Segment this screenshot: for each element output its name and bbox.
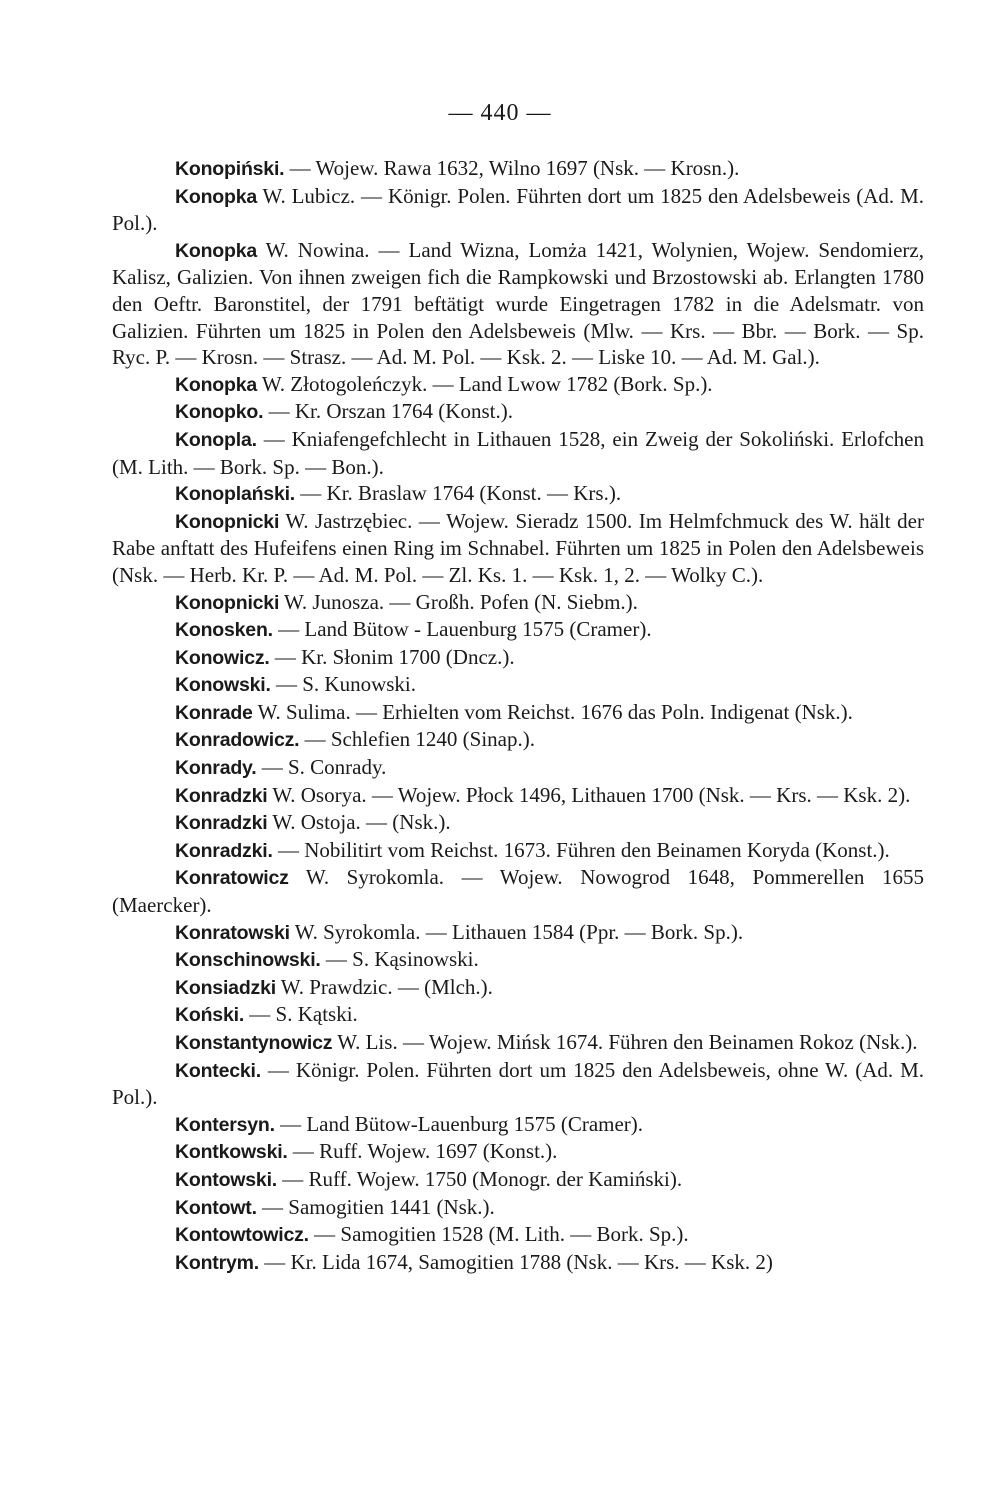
entry xyxy=(112,183,924,237)
entry-text: — Ruff. Wojew. 1750 (Monogr. der Kamiński). xyxy=(277,1166,683,1191)
entry-headword: Konradzki xyxy=(175,812,268,835)
entry-headword: Konradowicz. xyxy=(175,729,300,752)
entry-headword: Konrade xyxy=(175,701,253,724)
entry-text: — Land Bütow-Lauenburg 1575 (Cramer). xyxy=(274,1111,644,1136)
entry xyxy=(112,974,924,1002)
entry xyxy=(112,398,924,426)
entry-text: — Schlefien 1240 (Sinap.). xyxy=(299,727,535,752)
entry-text: W. Jastrzębiec. — Wojew. Sieradz 1500. Im Helmfchmuck des W. hält der Rabe anftatt des Hufeifens einen Ring im Schnabel. Führten um 1825 in Polen den Adelsbeweis (Nsk. — Herb. Kr. P. — Ad. M. Pol. — Zl. Ks. 1. — Ksk. 1, 2. — Wolky C.). xyxy=(112,508,924,587)
entry xyxy=(112,1001,924,1029)
entry-list xyxy=(112,155,924,1276)
entry-text: W. Lis. — Wojew. Mińsk 1674. Führen den Beinamen Rokoz (Nsk.). xyxy=(332,1030,918,1054)
entry-headword: Kontowtowicz. xyxy=(175,1224,309,1247)
entry-text: — Ruff. Wojew. 1697 (Konst.). xyxy=(287,1139,558,1164)
entry xyxy=(112,699,924,727)
entry-headword: Kontrym. xyxy=(175,1251,259,1274)
entry-text: — Kr. Orszan 1764 (Konst.). xyxy=(263,399,513,424)
entry-headword: Konoplański. xyxy=(175,483,296,506)
entry xyxy=(112,946,924,974)
entry-headword: Konratowski xyxy=(175,921,290,944)
entry xyxy=(112,1029,924,1057)
entry-text: — S. Kąsinowski. xyxy=(320,947,479,972)
entry-text: — S. Kunowski. xyxy=(270,672,416,697)
entry-text: — Land Bütow - Lauenburg 1575 (Cramer). xyxy=(272,617,652,642)
entry xyxy=(112,589,924,617)
entry xyxy=(112,480,924,508)
entry-headword: Kontowski. xyxy=(175,1168,278,1191)
entry xyxy=(112,1138,924,1166)
entry-text: — Kr. Słonim 1700 (Dncz.). xyxy=(269,644,515,669)
entry xyxy=(112,616,924,644)
entry-headword: Konosken. xyxy=(175,619,273,642)
entry-headword: Konrady. xyxy=(175,757,257,780)
entry xyxy=(112,919,924,947)
entry-headword: Konsiadzki xyxy=(175,976,276,999)
entry-text: — S. Conrady. xyxy=(256,755,387,780)
entry xyxy=(112,1111,924,1139)
entry-text: — S. Kątski. xyxy=(244,1002,358,1027)
entry-headword: Konowski. xyxy=(175,674,271,697)
entry-text: — Kr. Braslaw 1764 (Konst. — Krs.). xyxy=(295,481,622,506)
entry xyxy=(112,1057,924,1111)
entry xyxy=(112,237,924,371)
entry xyxy=(112,1166,924,1194)
entry-headword: Konratowicz xyxy=(175,867,289,890)
entry-text: W. Prawdzic. — (Mlch.). xyxy=(275,974,493,999)
entry-headword: Konradzki. xyxy=(175,839,273,862)
entry xyxy=(112,426,924,480)
entry-text: W. Sulima. — Erhielten vom Reichst. 1676 das Poln. Indigenat (Nsk.). xyxy=(252,699,853,724)
entry-text: — Samogitien 1441 (Nsk.). xyxy=(256,1194,495,1219)
entry-headword: Konowicz. xyxy=(175,646,270,669)
entry-text: — Nobilitirt vom Reichst. 1673. Führen den Beinamen Koryda (Konst.). xyxy=(272,837,890,862)
entry-text: — Wojew. Rawa 1632, Wilno 1697 (Nsk. — Krosn.). xyxy=(284,156,740,180)
entry-headword: Kontecki. xyxy=(175,1059,261,1082)
entry-headword: Konopka xyxy=(175,373,258,396)
entry-headword: Kontkowski. xyxy=(175,1141,288,1164)
entry xyxy=(112,726,924,754)
entry-headword: Konopiński. xyxy=(175,158,285,180)
entry-headword: Kontersyn. xyxy=(175,1113,275,1136)
entry xyxy=(112,837,924,865)
entry-text: W. Osorya. — Wojew. Płock 1496, Lithauen 1700 (Nsk. — Krs. — Ksk. 2). xyxy=(267,782,911,807)
entry-text: W. Ostoja. — (Nsk.). xyxy=(267,810,451,835)
entry-headword: Konopnicki xyxy=(175,591,280,614)
entry-headword: Konradzki xyxy=(175,784,268,807)
entry-headword: Konopko. xyxy=(175,401,264,424)
entry-headword: Kontowt. xyxy=(175,1196,257,1219)
entry xyxy=(112,1194,924,1222)
entry-headword: Konstantynowicz xyxy=(175,1032,333,1054)
entry-text: W. Syrokomla. — Lithauen 1584 (Ppr. — Bork. Sp.). xyxy=(289,919,744,944)
entry-text: — Königr. Polen. Führten dort um 1825 den Adelsbeweis, ohne W. (Ad. M. Pol.). xyxy=(112,1057,924,1110)
entry xyxy=(112,1221,924,1249)
entry-text: — Kniafengefchlecht in Lithauen 1528, ein Zweig der Sokoliński. Erlofchen (M. Lith. — Bork. Sp. — Bon.). xyxy=(112,426,924,479)
entry xyxy=(112,782,924,810)
entry-text: — Kr. Lida 1674, Samogitien 1788 (Nsk. — Krs. — Ksk. 2) xyxy=(259,1249,773,1274)
entry xyxy=(112,644,924,672)
entry-text: — Samogitien 1528 (M. Lith. — Bork. Sp.). xyxy=(308,1222,689,1247)
entry xyxy=(112,809,924,837)
entry-headword: Koński. xyxy=(175,1004,245,1027)
entry xyxy=(112,371,924,399)
entry-headword: Konschinowski. xyxy=(175,949,321,972)
entry-text: W. Nowina. — Land Wizna, Lomża 1421, Wolynien, Wojew. Sendomierz, Kalisz, Galizien. Von ihnen zweigen fich die Rampkowski und Brzostowski ab. Erlangten 1780 den Oeftr. Baronstitel, der 1791 beftätigt wurde Eingetragen 1782 in die Adelsmatr. von Galizien. Führten um 1825 in Polen den Adelsbeweis (Mlw. — Krs. — Bbr. — Bork. — Sp. Ryc. P. — Krosn. — Strasz. — Ad. M. Pol. — Ksk. 2. — Liske 10. — Ad. M. Gal.). xyxy=(112,237,924,370)
entry xyxy=(112,864,924,918)
entry xyxy=(112,671,924,699)
entry xyxy=(112,508,924,589)
entry-text: W. Złotogoleńczyk. — Land Lwow 1782 (Bork. Sp.). xyxy=(257,371,713,396)
entry-headword: Konopnicki xyxy=(175,510,280,533)
entry-text: W. Lubicz. — Königr. Polen. Führten dort um 1825 den Adelsbeweis (Ad. M. Pol.). xyxy=(112,183,924,236)
entry-headword: Konopla. xyxy=(175,428,257,451)
entry-headword: Konopka xyxy=(175,239,258,262)
entry xyxy=(112,754,924,782)
entry-headword: Konopka xyxy=(175,185,258,208)
entry-text: W. Junosza. — Großh. Pofen (N. Siebm.). xyxy=(279,589,638,614)
entry xyxy=(112,1249,924,1277)
entry-text: W. Syrokomla. — Wojew. Nowogrod 1648, Pommerellen 1655 (Maercker). xyxy=(112,865,924,918)
page-number: — 440 — xyxy=(448,100,552,126)
entry xyxy=(112,155,924,183)
